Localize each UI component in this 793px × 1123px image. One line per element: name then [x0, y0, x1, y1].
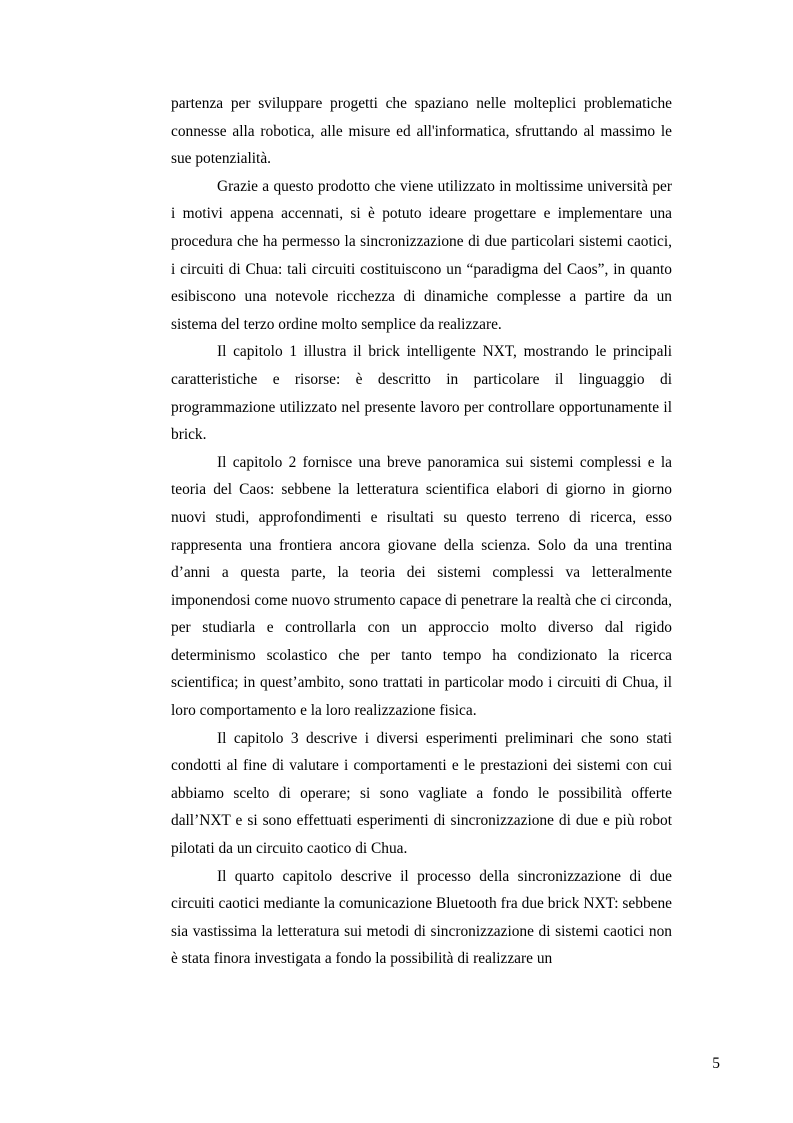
- paragraph-chapter-1: Il capitolo 1 illustra il brick intelligente NXT, mostrando le principali caratteristiche e risorse: è descritto in particolare il linguaggio di programmazione utilizzato nel presente lavoro per controllare opportunamente il brick.: [171, 343, 672, 444]
- paragraph-product: Grazie a questo prodotto che viene utilizzato in moltissime università per i motivi appena accennati, si è potuto ideare progettare e implementare una procedura che ha permesso la sincronizzazione di due particolari sistemi caotici, i circuiti di Chua: tali circuiti costituiscono un “paradigma del Caos”, in quanto esibiscono una notevole ricchezza di dinamiche complesse a partire da un sistema del terzo ordine molto semplice da realizzare.: [171, 177, 672, 333]
- page-number: 5: [712, 1055, 720, 1072]
- paragraph-chapter-2: Il capitolo 2 fornisce una breve panoramica sui sistemi complessi e la teoria del Caos: sebbene la letteratura scientifica elabori di giorno in giorno nuovi studi, approfondimenti e risultati su questo terreno di ricerca, esso rappresenta una frontiera ancora giovane della scienza. Solo da una trentina d’anni a questa parte, la teoria dei sistemi complessi va letteralmente imponendosi come nuovo strumento capace di penetrare la realtà che ci circonda, per studiarla e controllarla con un approccio molto diverso dal rigido determinismo scolastico che per tanto tempo ha condizionato la ricerca scientifica; in quest’ambito, sono trattati in particolar modo i circuiti di Chua, il loro comportamento e la loro realizzazione fisica.: [171, 453, 672, 720]
- paragraph-continuation: partenza per sviluppare progetti che spaziano nelle molteplici problematiche connesse alla robotica, alle misure ed all'informatica, sfruttando al massimo le sue potenzialità.: [171, 95, 672, 168]
- body-text: [171, 90, 672, 973]
- paragraph-chapter-4: Il quarto capitolo descrive il processo della sincronizzazione di due circuiti caotici mediante la comunicazione Bluetooth fra due brick NXT: sebbene sia vastissima la letteratura sui metodi di sincronizzazione di sistemi caotici non è stata finora investigata a fondo la possibilità di realizzare un: [171, 867, 672, 968]
- paragraph-chapter-3: Il capitolo 3 descrive i diversi esperimenti preliminari che sono stati condotti al fine di valutare i comportamenti e le prestazioni dei sistemi con cui abbiamo scelto di operare; si sono vagliate a fondo le possibilità offerte dall’NXT e si sono effettuati esperimenti di sincronizzazione di due e più robot pilotati da un circuito caotico di Chua.: [171, 729, 672, 858]
